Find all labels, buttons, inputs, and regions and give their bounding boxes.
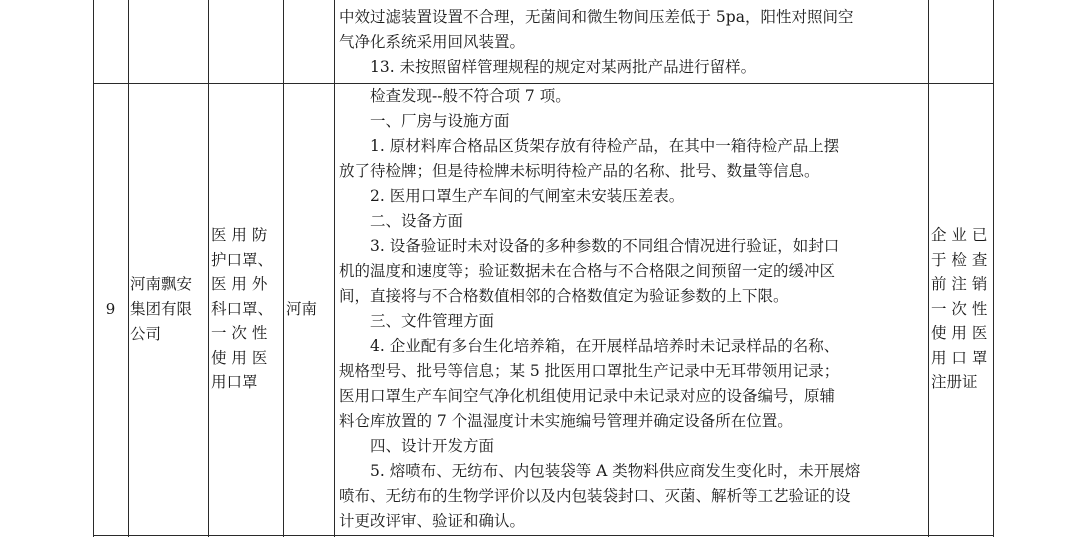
product-line: 医 用 外	[211, 275, 268, 293]
finding-line: 医用口罩生产车间空气净化机组使用记录中未记录对应的设备编号，原辅	[339, 387, 836, 405]
finding-line: 中效过滤装置设置不合理，无菌间和微生物间压差低于 5pa，阳性对照间空	[339, 8, 854, 26]
table-right-border	[993, 0, 994, 537]
action-line: 用 口 罩	[931, 348, 988, 367]
product-line: 护口罩、	[211, 250, 274, 269]
finding-line: 2. 医用口罩生产车间的气闸室未安装压差表。	[370, 187, 685, 205]
product-name	[211, 223, 283, 395]
table-left-border	[93, 0, 94, 537]
product-line: 用口罩	[211, 373, 258, 391]
col-divider-index	[128, 0, 129, 537]
company-line: 公司	[130, 325, 162, 343]
row-index: 9	[105, 300, 116, 318]
product-line: 一 次 性	[211, 324, 268, 342]
finding-line: 3. 设备验证时未对设备的多种参数的不同组合情况进行验证，如封口	[370, 237, 840, 255]
finding-line: 喷布、无纺布的生物学评价以及内包装袋封口、灭菌、解析等工艺验证的设	[339, 487, 851, 505]
action-line: 企 业 已	[931, 226, 988, 244]
finding-line: 机的温度和速度等；验证数据未在合格与不合格限之间预留一定的缓冲区	[339, 262, 836, 280]
finding-line: 料仓库放置的 7 个温湿度计未实施编号管理并确定设备所在位置。	[339, 412, 793, 430]
finding-line: 计更改评审、验证和确认。	[339, 512, 526, 530]
finding-line: 一、厂房与设施方面	[370, 112, 510, 130]
company-name	[130, 272, 208, 347]
col-divider-product	[283, 0, 284, 537]
col-divider-province	[334, 0, 335, 537]
product-line: 使 用 医	[211, 348, 268, 367]
action-line: 一 次 性	[931, 299, 988, 318]
finding-line: 5. 熔喷布、无纺布、内包装袋等 A 类物料供应商发生变化时，未开展熔	[370, 462, 861, 480]
finding-line: 规格型号、批号等信息；某 5 批医用口罩批生产记录中无耳带领用记录；	[339, 362, 840, 380]
finding-line: 三、文件管理方面	[370, 312, 495, 330]
col-divider-finding	[928, 0, 929, 537]
finding-line: 气净化系统采用回风装置。	[339, 33, 526, 51]
company-line: 集团有限	[130, 300, 193, 318]
finding-line: 13. 未按照留样管理规程的规定对某两批产品进行留样。	[370, 58, 757, 76]
col-divider-company	[208, 0, 209, 537]
product-line: 科口罩、	[211, 299, 274, 318]
finding-line: 检查发现--般不符合项 7 项。	[370, 87, 571, 105]
action-line: 注册证	[931, 373, 978, 391]
finding-line: 二、设备方面	[370, 212, 464, 230]
company-line: 河南飘安	[130, 275, 193, 293]
inspection-findings	[339, 84, 925, 534]
province: 河南	[286, 300, 318, 318]
action-line: 前 注 销	[931, 275, 988, 293]
product-line: 医 用 防	[211, 226, 268, 244]
prev-row-findings	[339, 5, 925, 80]
action-taken	[931, 223, 993, 395]
finding-line: 放了待检牌；但是待检牌未标明待检产品的名称、批号、数量等信息。	[339, 162, 820, 180]
finding-line: 间，直接将与不合格数值相邻的合格数值定为验证参数的上下限。	[339, 287, 789, 305]
finding-line: 4. 企业配有多台生化培养箱，在开展样品培养时未记录样品的名称、	[370, 337, 840, 355]
finding-line: 四、设计开发方面	[370, 437, 495, 455]
table-bottom-border	[93, 535, 994, 536]
finding-line: 1. 原材料库合格品区货架存放有待检产品，在其中一箱待检产品上摆	[370, 137, 840, 155]
action-line: 于 检 查	[931, 250, 988, 269]
action-line: 使 用 医	[931, 324, 988, 342]
